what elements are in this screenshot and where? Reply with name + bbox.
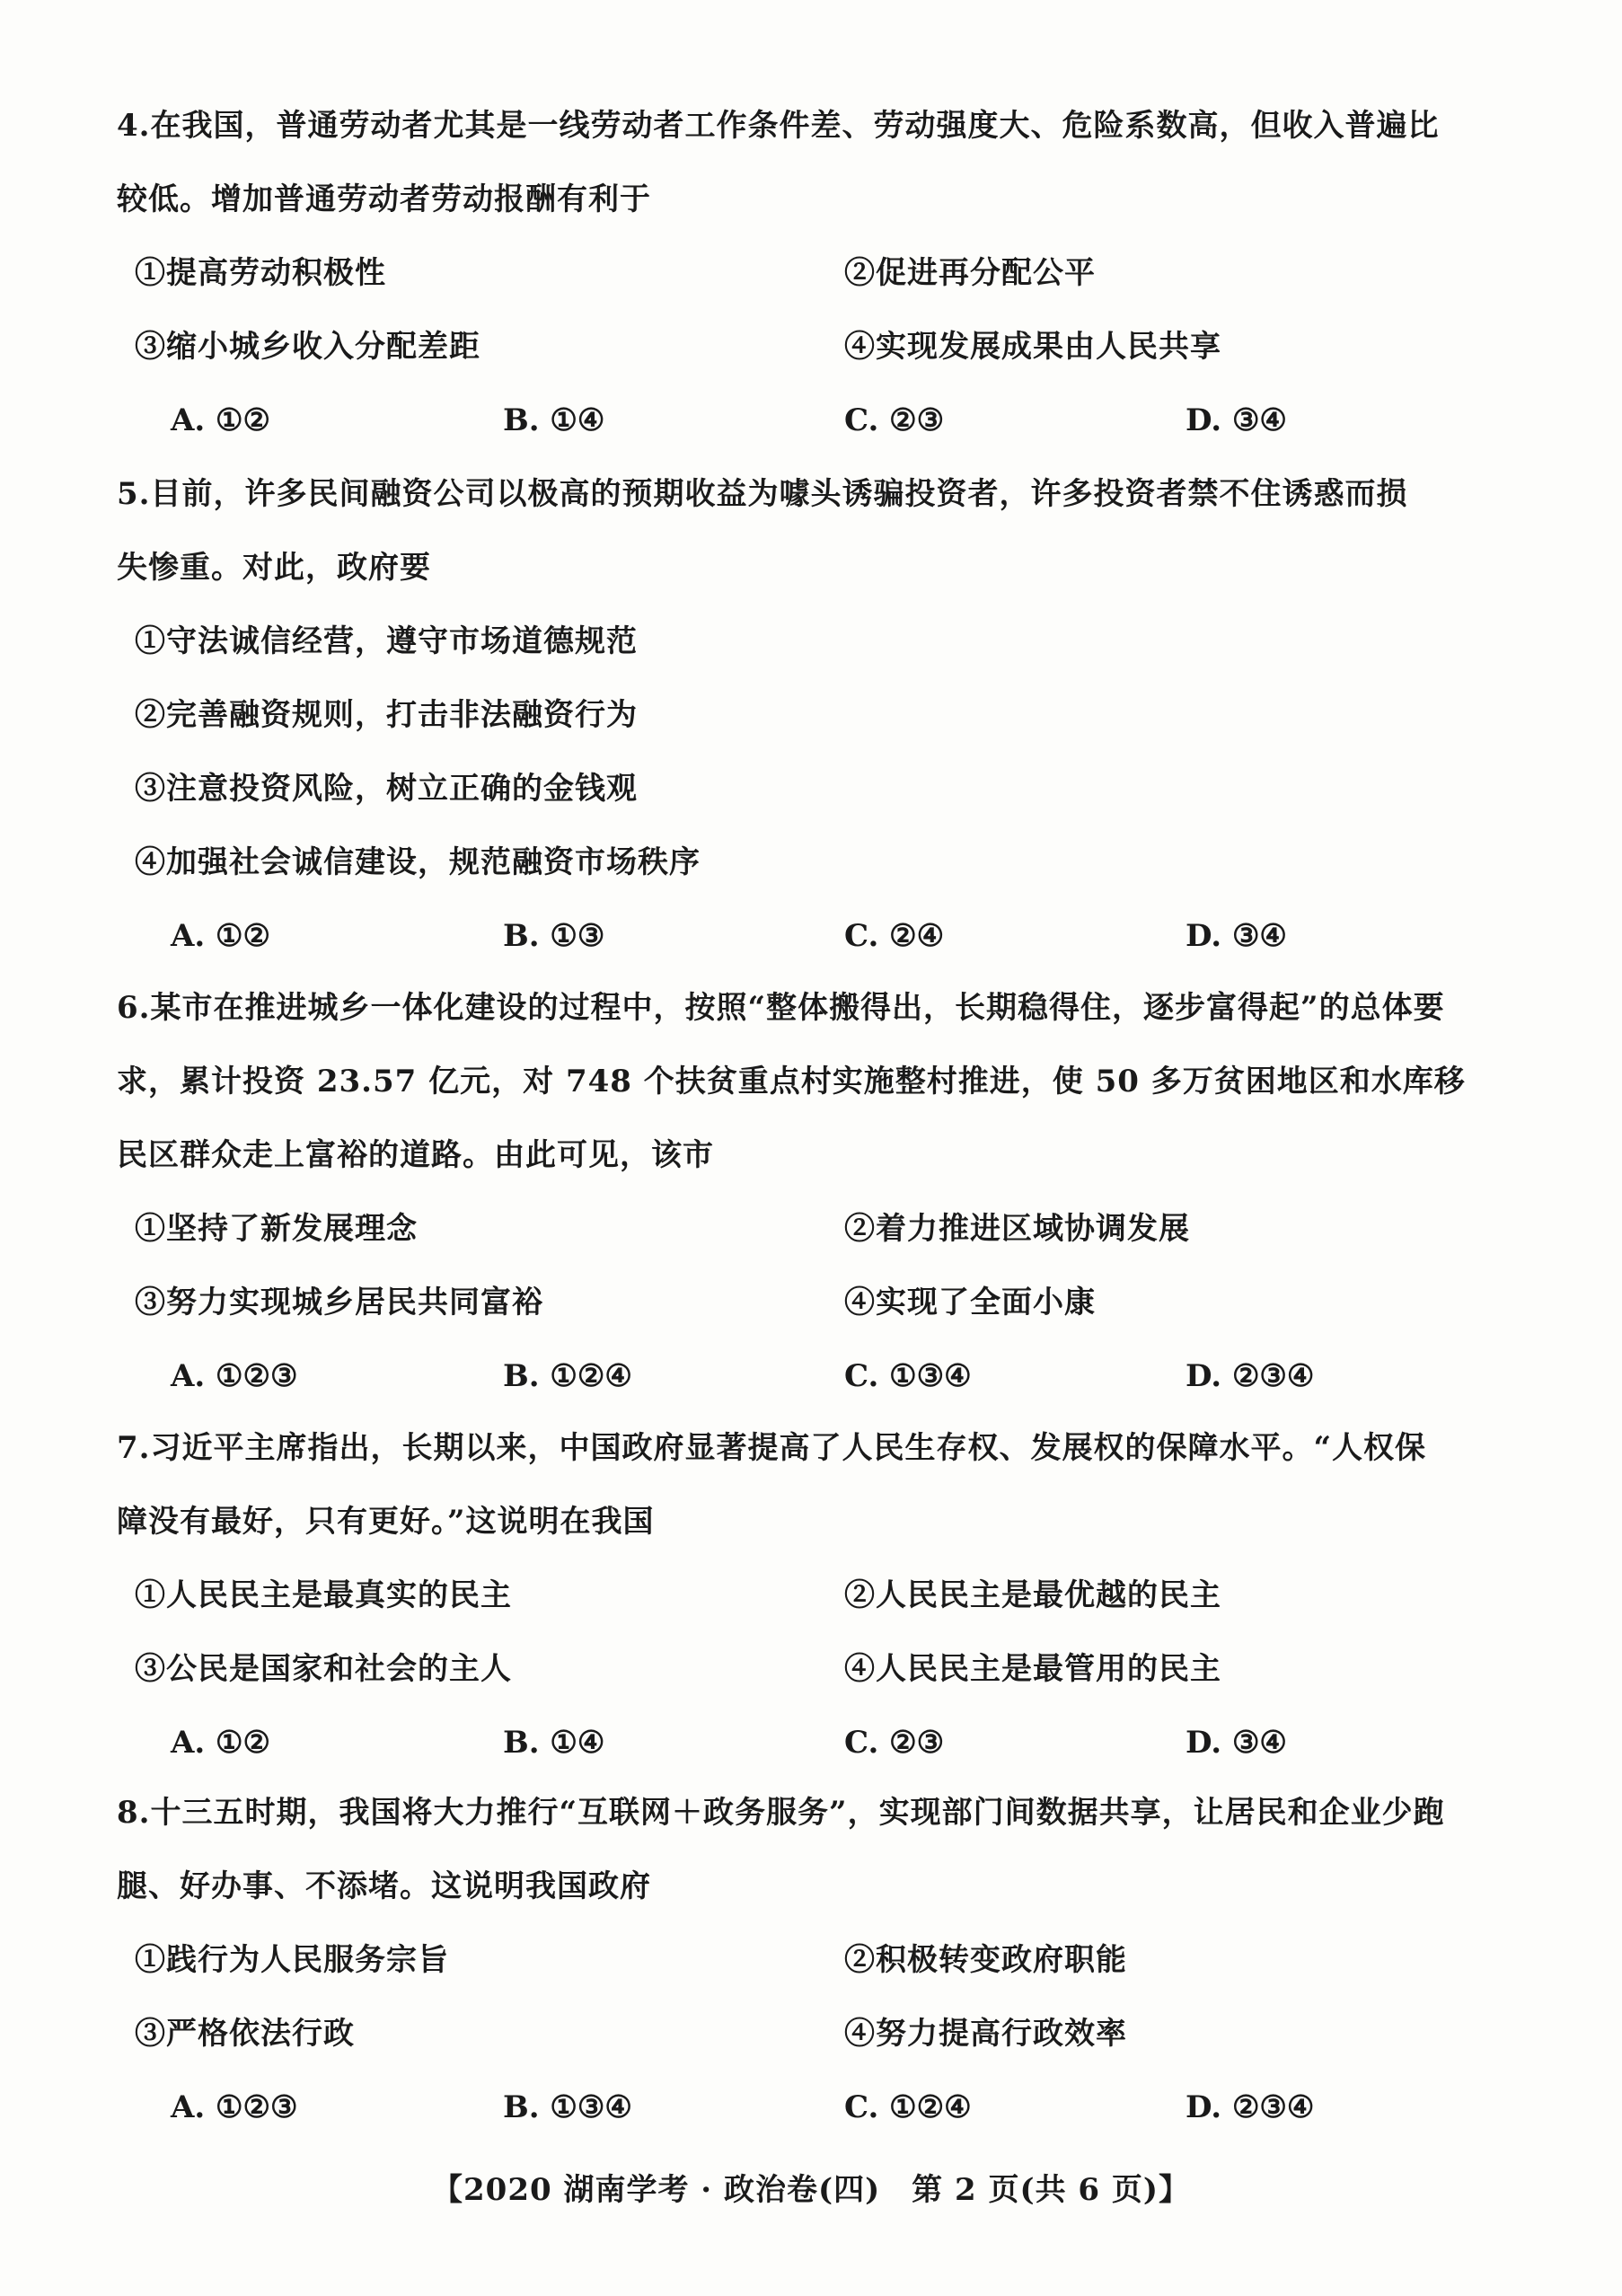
question-8: [117, 1795, 1518, 2125]
option-item: ②积极转变政府职能: [844, 1942, 1127, 1978]
option-list: [117, 1211, 1518, 1320]
option-item: ②人民民主是最优越的民主: [844, 1577, 1221, 1613]
option-item: ③严格依法行政: [135, 2016, 355, 2052]
option-list: [117, 623, 1518, 880]
question-stem-line: 4.在我国，普通劳动者尤其是一线劳动者工作条件差、劳动强度大、危险系数高，但收入普遍比: [117, 108, 1440, 144]
question-6: [117, 990, 1518, 1394]
question-stem-line: 5.目前，许多民间融资公司以极高的预期收益为噱头诱骗投资者，许多投资者禁不住诱惑而损: [117, 476, 1408, 512]
answer-choice-b: B. ①②④: [503, 1358, 632, 1394]
option-item: ④人民民主是最管用的民主: [844, 1651, 1221, 1687]
question-stem-line: 7.习近平主席指出，长期以来，中国政府显著提高了人民生存权、发展权的保障水平。“人权保: [117, 1430, 1427, 1466]
answer-choices: [117, 402, 1518, 438]
option-item: ②促进再分配公平: [844, 255, 1096, 291]
option-item: ③注意投资风险，树立正确的金钱观: [135, 771, 638, 807]
answer-choice-b: B. ①④: [503, 402, 605, 438]
option-item: ②着力推进区域协调发展: [844, 1211, 1190, 1247]
question-stem-line: 较低。增加普通劳动者劳动报酬有利于: [117, 181, 651, 217]
option-item: ②完善融资规则，打击非法融资行为: [135, 697, 638, 733]
option-list: [117, 255, 1518, 365]
answer-choice-b: B. ①④: [503, 1725, 605, 1761]
question-stem-line: 8.十三五时期，我国将大力推行“互联网＋政务服务”，实现部门间数据共享，让居民和企业少跑: [117, 1795, 1445, 1831]
answer-choice-c: C. ①②④: [844, 2089, 972, 2125]
question-stem-line: 失惨重。对此，政府要: [117, 550, 431, 586]
answer-choice-d: D. ③④: [1186, 402, 1287, 438]
option-item: ①提高劳动积极性: [135, 255, 386, 291]
option-item: ④努力提高行政效率: [844, 2016, 1127, 2052]
answer-choice-b: B. ①③: [503, 918, 605, 954]
question-7: [117, 1430, 1518, 1761]
option-item: ④实现发展成果由人民共享: [844, 329, 1221, 365]
question-stem-line: 障没有最好，只有更好。”这说明在我国: [117, 1504, 655, 1540]
option-item: ③公民是国家和社会的主人: [135, 1651, 512, 1687]
question-stem-line: 求，累计投资 23.57 亿元，对 748 个扶贫重点村实施整村推进，使 50 多万贫困地区和水库移: [117, 1064, 1466, 1099]
answer-choice-c: C. ②③: [844, 1725, 945, 1761]
option-item: ④实现了全面小康: [844, 1285, 1096, 1320]
answer-choices: [117, 2089, 1518, 2125]
option-item: ④加强社会诚信建设，规范融资市场秩序: [135, 844, 701, 880]
page-footer: 【2020 湖南学考 · 政治卷(四) 第 2 页(共 6 页)】: [432, 2172, 1190, 2208]
question-4: [117, 108, 1518, 438]
answer-choice-b: B. ①③④: [503, 2089, 632, 2125]
option-item: ①践行为人民服务宗旨: [135, 1942, 449, 1978]
question-stem-line: 腿、好办事、不添堵。这说明我国政府: [117, 1868, 651, 1904]
answer-choice-a: A. ①②: [171, 1725, 271, 1761]
option-item: ③努力实现城乡居民共同富裕: [135, 1285, 543, 1320]
answer-choice-a: A. ①②③: [171, 2089, 298, 2125]
answer-choice-c: C. ①③④: [844, 1358, 972, 1394]
question-stem-line: 民区群众走上富裕的道路。由此可见，该市: [117, 1137, 714, 1173]
option-item: ①坚持了新发展理念: [135, 1211, 418, 1247]
answer-choices: [117, 1725, 1518, 1761]
answer-choice-c: C. ②③: [844, 402, 945, 438]
answer-choices: [117, 1358, 1518, 1394]
question-5: [117, 476, 1518, 954]
answer-choices: [117, 918, 1518, 954]
answer-choice-d: D. ③④: [1186, 918, 1287, 954]
option-item: ①人民民主是最真实的民主: [135, 1577, 512, 1613]
answer-choice-d: D. ②③④: [1186, 1358, 1315, 1394]
answer-choice-a: A. ①②: [171, 402, 271, 438]
option-list: [117, 1942, 1518, 2052]
answer-choice-c: C. ②④: [844, 918, 945, 954]
option-item: ③缩小城乡收入分配差距: [135, 329, 480, 365]
option-item: ①守法诚信经营，遵守市场道德规范: [135, 623, 638, 659]
answer-choice-a: A. ①②③: [171, 1358, 298, 1394]
answer-choice-a: A. ①②: [171, 918, 271, 954]
option-list: [117, 1577, 1518, 1687]
question-stem-line: 6.某市在推进城乡一体化建设的过程中，按照“整体搬得出，长期稳得住，逐步富得起”的总体要: [117, 990, 1445, 1026]
answer-choice-d: D. ②③④: [1186, 2089, 1315, 2125]
answer-choice-d: D. ③④: [1186, 1725, 1287, 1761]
